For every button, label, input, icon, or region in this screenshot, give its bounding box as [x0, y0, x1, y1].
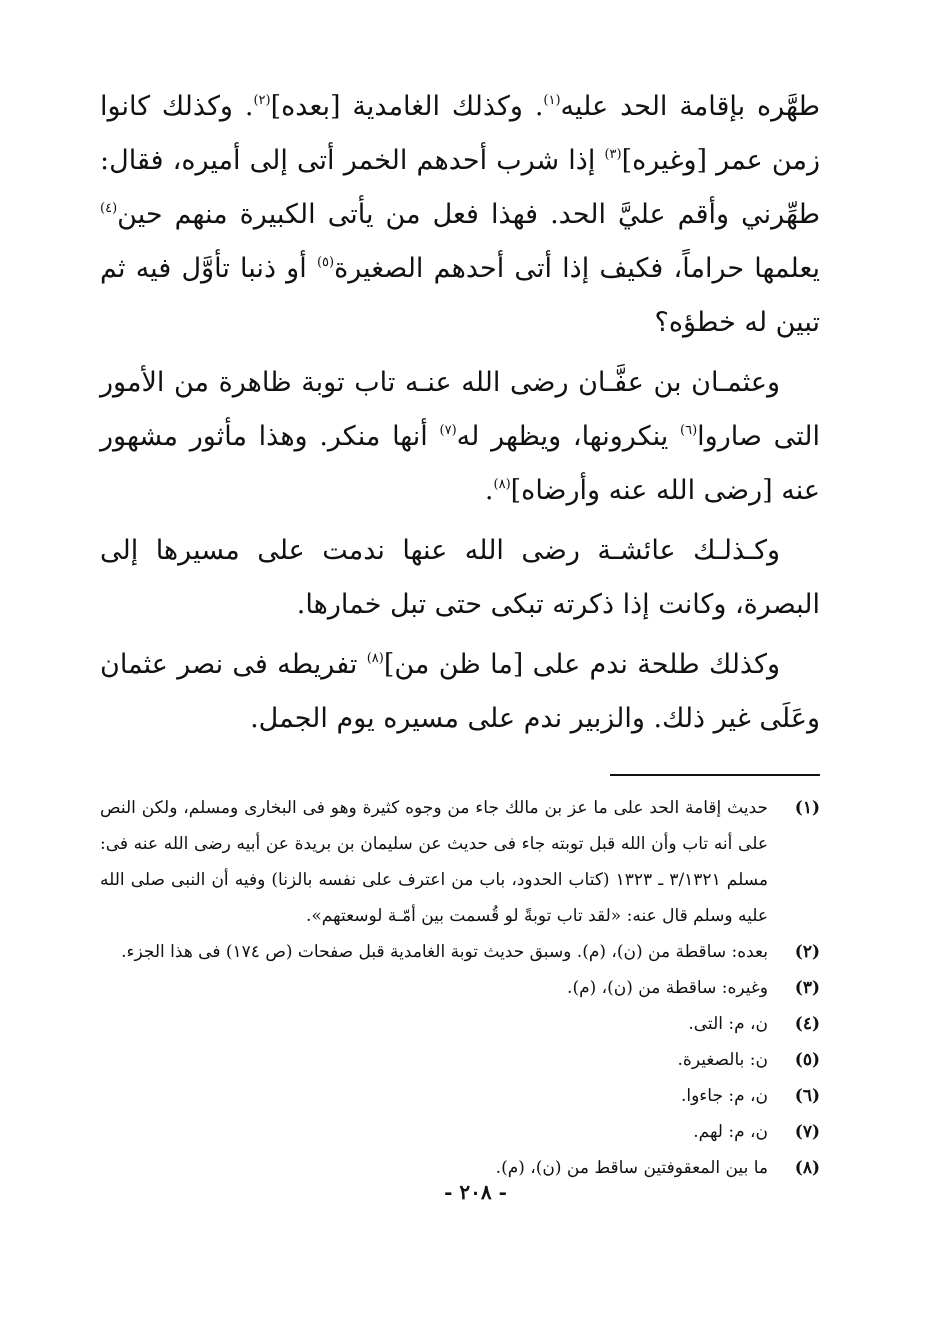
footnote-number: (٧) — [794, 1122, 820, 1142]
footnote-text: وغيره: ساقطة من (ن)، (م). — [567, 978, 768, 998]
paragraph-4 — [100, 638, 820, 746]
footnote-ref[interactable]: (٦) — [680, 423, 698, 438]
footnote-item — [100, 1042, 820, 1078]
footnote-number: (٦) — [794, 1086, 820, 1106]
footnote-divider — [610, 774, 820, 776]
footnote-text: ن: بالصغيرة. — [677, 1050, 768, 1070]
footnote-item — [100, 1114, 820, 1150]
footnote-item — [100, 934, 820, 970]
text-run: أو ذنبا تأوَّل فيه ثم تبين له خطؤه؟ — [100, 253, 820, 338]
footnote-text: ن، م: التى. — [688, 1014, 768, 1034]
paragraph-2 — [100, 356, 820, 518]
page — [100, 80, 820, 1186]
footnote-item — [100, 970, 820, 1006]
footnote-ref[interactable]: (٤) — [100, 201, 118, 216]
footnote-item — [100, 1078, 820, 1114]
footnote-number: (٣) — [794, 978, 820, 998]
footnote-number: (٥) — [794, 1050, 820, 1070]
footnote-text: بعده: ساقطة من (ن)، (م). وسبق حديث توبة الغامدية قبل صفحات (ص ١٧٤) فى هذا الجزء. — [121, 942, 768, 962]
main-text — [100, 80, 820, 746]
text-run: . — [484, 475, 494, 506]
footnote-number: (٤) — [794, 1014, 820, 1034]
text-run: طهَّره بإقامة الحد عليه — [560, 91, 820, 122]
footnote-number: (١) — [794, 798, 820, 818]
footnotes — [100, 790, 820, 1186]
footnote-ref[interactable]: (٨) — [493, 477, 511, 492]
text-run: ينكرونها، ويظهر له — [456, 421, 681, 452]
footnote-ref[interactable]: (٧) — [439, 423, 457, 438]
footnote-text: ن، م: لهم. — [693, 1122, 768, 1142]
text-run: إذا شرب أحدهم الخمر أتى إلى أميره، فقال: طهِّرني وأقم عليَّ الحد. فهذا فعل من يأتى الكبيرة منهم حين — [100, 145, 820, 230]
text-run: وكذلك طلحة ندم على [ما ظن من] — [383, 649, 780, 680]
text-run: . وكذلك الغامدية [بعده] — [270, 91, 544, 122]
text-run: تفريطه فى نصر عثمان وعَلَى غير ذلك. والزبير ندم على مسيره يوم الجمل. — [100, 649, 820, 734]
footnote-number: (٨) — [794, 1158, 820, 1178]
text-run: أنها منكر. وهذا مأثور مشهور عنه [رضى الله عنه وأرضاه] — [100, 421, 820, 506]
page-number: - ٢٠٨ - — [444, 1180, 507, 1204]
footnote-item — [100, 790, 820, 934]
footnote-item — [100, 1006, 820, 1042]
text-run: وعثمـان بن عفَّـان رضى الله عنـه تاب توبة ظاهرة من الأمور التى صاروا — [100, 367, 821, 452]
footnote-ref[interactable]: (٨) — [366, 651, 384, 666]
footnote-text: ن، م: جاءوا. — [680, 1086, 768, 1106]
paragraph-1 — [100, 80, 820, 350]
text-run: يعلمها حراماً، فكيف إذا أتى أحدهم الصغيرة — [334, 253, 821, 284]
footnote-ref[interactable]: (٣) — [604, 147, 622, 162]
text-run: . وكذلك كانوا زمن عمر [وغيره] — [100, 91, 820, 176]
footnote-text: حديث إقامة الحد على ما عز بن مالك جاء من وجوه كثيرة وهو فى البخارى ومسلم، ولكن النص على أنه تاب وأن الله قبل توبته جاء فى حديث عن سليمان بن بريدة عن أبيه رضى الله عنه فى: مسلم ٣/١٣٢١ ـ ١٣٢٣ (كتاب الحدود، باب من اعترف على نفسه بالزنا) وفيه أن النبى صلى الله عليه وسلم قال عنه: «لقد تاب توبةً لو قُسمت بين أمّـة لوسعتهم». — [100, 798, 768, 926]
footnote-text: ما بين المعقوفتين ساقط من (ن)، (م). — [495, 1158, 768, 1178]
footnote-number: (٢) — [794, 942, 820, 962]
footnote-ref[interactable]: (٢) — [253, 93, 271, 108]
footnote-ref[interactable]: (٥) — [316, 255, 335, 270]
footnote-ref[interactable]: (١) — [543, 93, 561, 108]
paragraph-3: وكـذلـك عائشـة رضى الله عنها ندمت على مسيرها إلى البصرة، وكانت إذا ذكرته تبكى حتى تبل خمارها. — [100, 535, 820, 620]
